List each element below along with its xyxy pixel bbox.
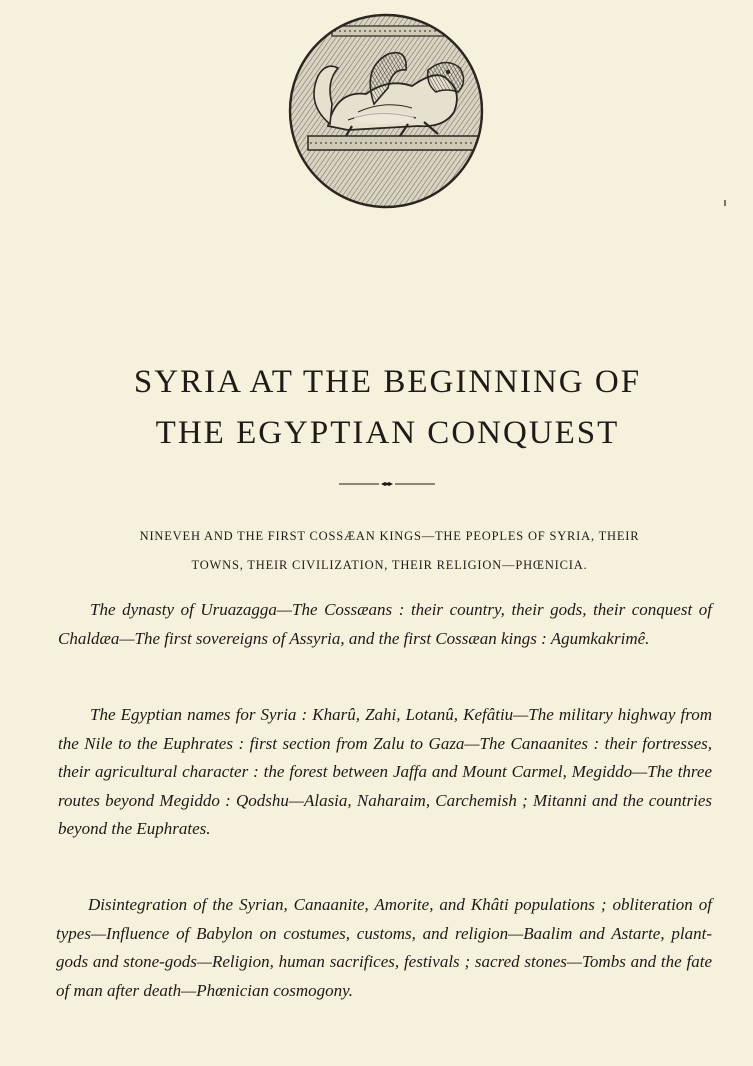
summary-paragraph-3-text: Disintegration of the Syrian, Canaanite, Amorite, and Khâti populations ; obliteration of types—Influence of Babylon on costumes, customs, and religion—Baalim and Astarte, plant-gods and stone-gods—Religion, human sacrifices, festivals ; sacred stones—Tombs and the fate of man after death—Phœnician cosmogony.	[56, 895, 712, 1000]
page-edge-mark	[724, 200, 726, 206]
summary-paragraph-1-text: The dynasty of Uruazagga—The Cossæans : their country, their gods, their conquest of Chaldæa—The first sovereigns of Assyria, and the first Cossæan kings : Agumkakrimê.	[58, 600, 712, 648]
summary-paragraph-1	[58, 596, 712, 653]
ornamental-divider	[339, 479, 435, 489]
summary-paragraph-3	[56, 891, 712, 1005]
summary-paragraph-2-text: The Egyptian names for Syria : Kharû, Zahi, Lotanû, Kefâtiu—The military highway from the Nile to the Euphrates : first section from Zalu to Gaza—The Canaanites : their fortresses, their agricultural character : the forest between Jaffa and Mount Carmel, Megiddo—The three routes beyond Megiddo : Qodshu—Alasia, Naharaim, Carchemish ; Mitanni and the countries beyond the Euphrates.	[58, 705, 712, 838]
chapter-subheading-line-1: NINEVEH AND THE FIRST COSSÆAN KINGS—THE PEOPLES OF SYRIA, THEIR	[139, 529, 640, 543]
chapter-subheading-line-2: TOWNS, THEIR CIVILIZATION, THEIR RELIGION—PHŒNICIA.	[191, 558, 588, 572]
chapter-title-line-2: THE EGYPTIAN CONQUEST	[155, 415, 620, 451]
coin-engraving	[288, 8, 488, 212]
chapter-title-line-1: SYRIA AT THE BEGINNING OF	[133, 364, 642, 400]
summary-paragraph-2	[58, 701, 712, 844]
